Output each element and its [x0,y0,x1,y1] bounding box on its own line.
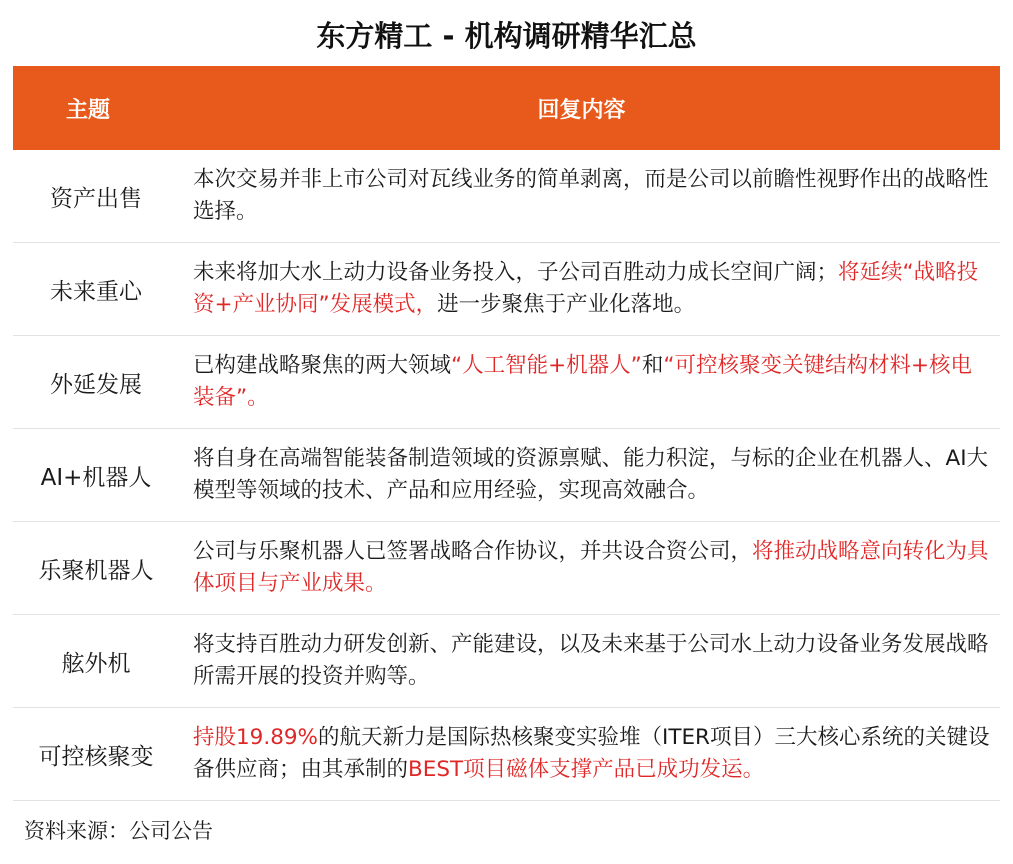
reply-segment: 已构建战略聚焦的两大领域 [193,353,452,378]
row-topic: 乐聚机器人 [38,557,154,584]
highlighted-text: “人工智能+机器人” [451,353,642,378]
row-topic: AI+机器人 [40,464,152,491]
reply-text [193,443,992,507]
row-reply [179,708,1000,800]
row-reply [179,243,1000,335]
row-reply [179,615,1000,707]
row-reply [179,429,1000,521]
reply-text [193,350,992,414]
highlighted-text: 将延续“战略投资+产业协同”发展模式， [193,260,979,317]
reply-text [193,722,992,786]
row-topic: 资产出售 [50,185,142,212]
table-row [13,708,1000,801]
research-summary-table [13,66,1000,801]
reply-segment: 将自身在高端智能装备制造领域的资源禀赋、能力积淀，与标的企业在机器人、AI大模型等领域的技术、产品和应用经验，实现高效融合。 [193,446,989,503]
reply-text [193,164,992,228]
row-topic: 外延发展 [50,371,142,398]
highlighted-text: 将推动战略意向转化为具体项目与产业成果。 [193,539,989,596]
source-note: 资料来源：公司公告 [24,819,213,843]
reply-text [193,536,992,600]
table-row [13,150,1000,243]
table-row [13,522,1000,615]
reply-text [193,629,992,693]
table-header [13,66,1000,150]
table-row [13,615,1000,708]
row-topic: 舷外机 [61,650,131,677]
header-reply: 回复内容 [537,97,626,123]
reply-segment: 的航天新力是国际热核聚变实验堆（ITER项目）三大核心系统的关键设备供应商；由其承制的 [193,725,990,782]
page-title: 东方精工 - 机构调研精华汇总 [316,19,697,53]
reply-segment: 进一步聚焦于产业化落地。 [437,292,696,317]
reply-segment: 未来将加大水上动力设备业务投入，子公司百胜动力成长空间广阔； [193,260,839,285]
highlighted-text: BEST项目磁体支撑产品已成功发运。 [408,757,765,782]
table-body [13,150,1000,801]
reply-segment: 和 [641,353,664,378]
highlighted-text: “可控核聚变关键结构材料+核电装备”。 [193,353,972,410]
reply-segment: 本次交易并非上市公司对瓦线业务的简单剥离，而是公司以前瞻性视野作出的战略性选择。 [193,167,989,224]
reply-text [193,257,992,321]
reply-segment: 公司与乐聚机器人已签署战略合作协议，并共设合资公司， [193,539,753,564]
table-row [13,429,1000,522]
row-reply [179,150,1000,242]
row-topic: 可控核聚变 [38,743,154,770]
row-topic: 未来重心 [50,278,142,305]
row-reply [179,522,1000,614]
reply-segment: 将支持百胜动力研发创新、产能建设，以及未来基于公司水上动力设备业务发展战略所需开展的投资并购等。 [193,632,989,689]
table-row [13,336,1000,429]
row-reply [179,336,1000,428]
highlighted-text: 持股19.89% [193,725,318,750]
header-topic: 主题 [65,97,110,123]
table-row [13,243,1000,336]
